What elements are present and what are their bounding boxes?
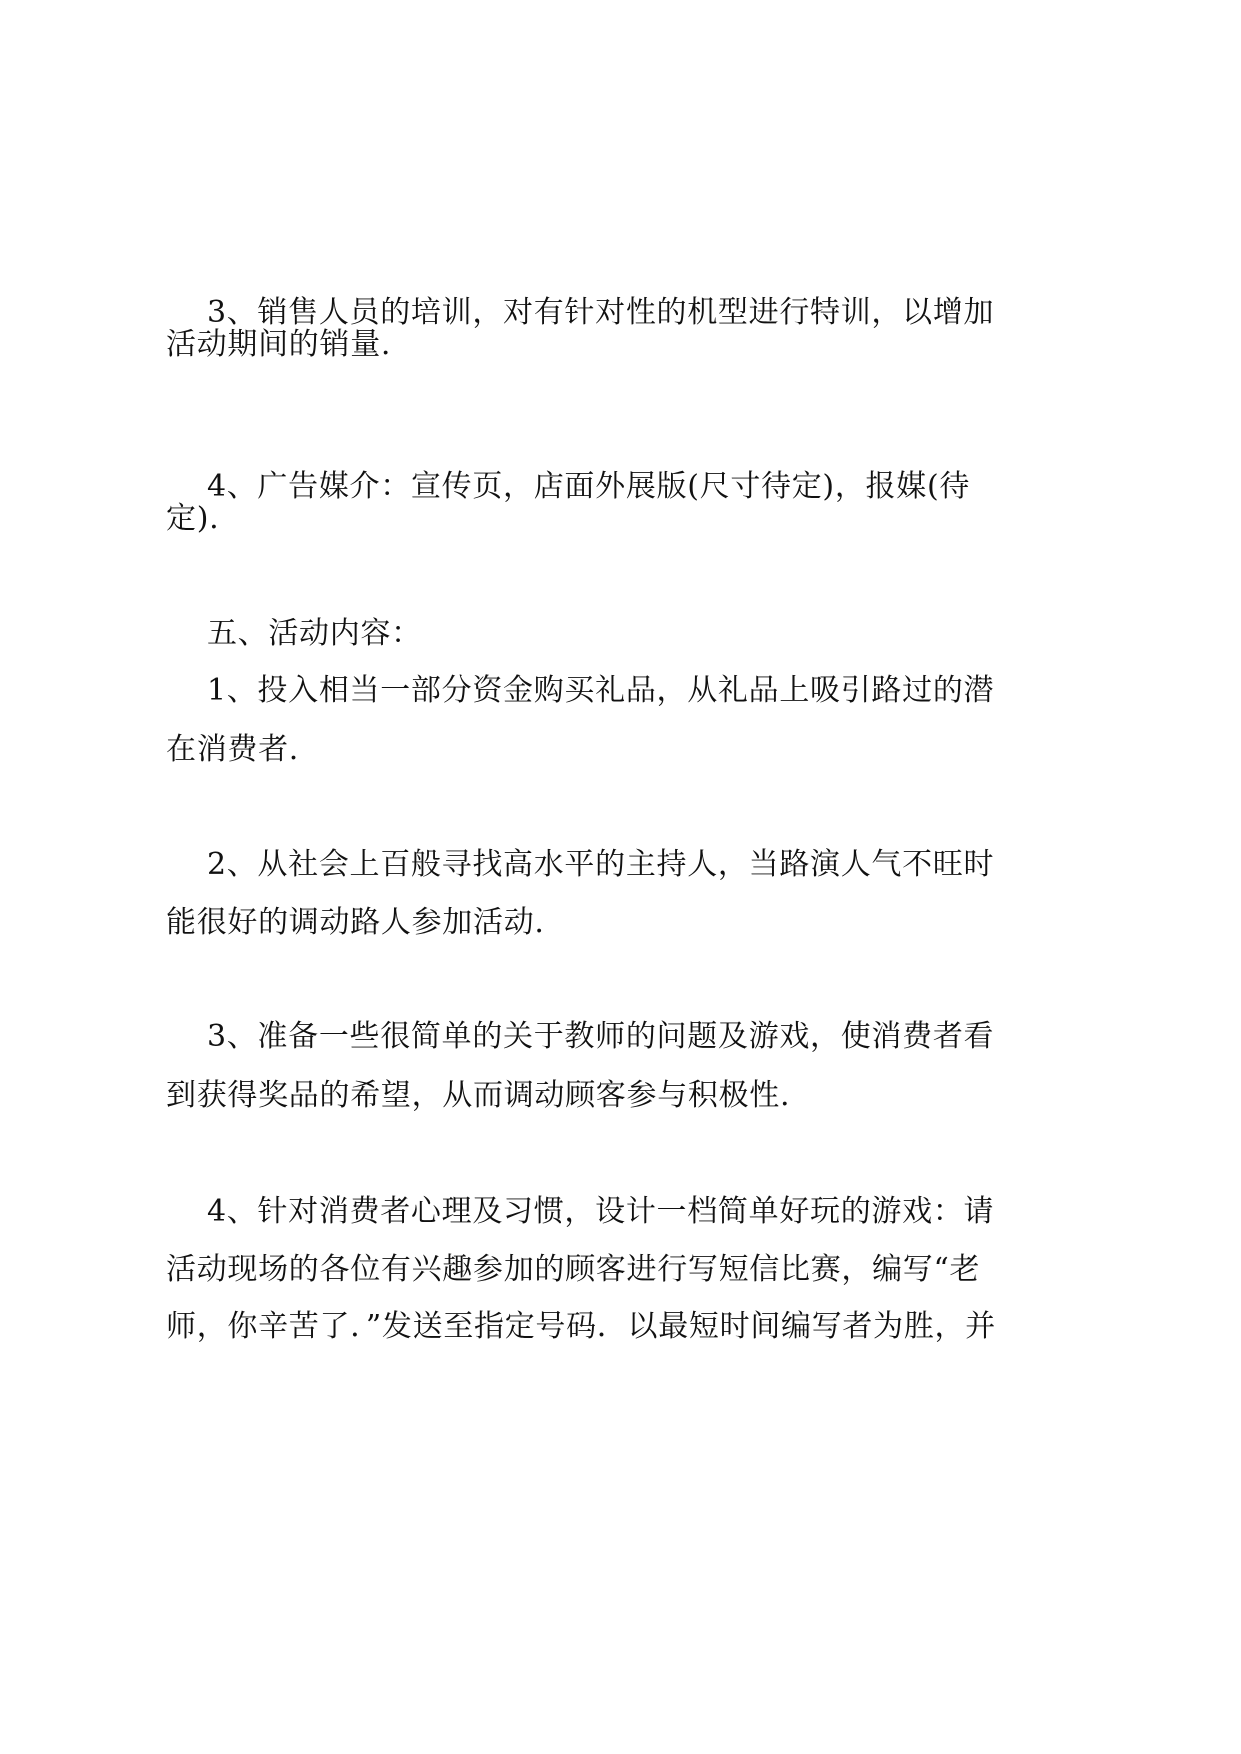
content-item-3-line-1: 3、准备一些很简单的关于教师的问题及游戏，使消费者看 (166, 1019, 995, 1054)
content-item-4-line-2: 活动现场的各位有兴趣参加的顾客进行写短信比赛，编写“老 (166, 1252, 981, 1287)
content-item-2-line-1: 2、从社会上百般寻找高水平的主持人，当路演人气不旺时 (166, 847, 995, 882)
paragraph-3-line-1: 3、销售人员的培训，对有针对性的机型进行特训，以增加 (166, 295, 995, 330)
content-item-4-line-3: 师，你辛苦了．”发送至指定号码．以最短时间编写者为胜，并 (166, 1309, 996, 1344)
content-item-2-line-2: 能很好的调动路人参加活动. (166, 905, 545, 940)
content-item-3-line-2: 到获得奖品的希望，从而调动顾客参与积极性. (166, 1078, 791, 1113)
content-item-1-line-1: 1、投入相当一部分资金购买礼品，从礼品上吸引路过的潜 (166, 673, 995, 708)
paragraph-3-line-2: 活动期间的销量. (166, 327, 392, 362)
paragraph-4-line-1: 4、广告媒介：宣传页，店面外展版(尺寸待定)，报媒(待 (166, 469, 971, 504)
content-item-1-line-2: 在消费者. (166, 732, 300, 767)
content-item-4-line-1: 4、针对消费者心理及习惯，设计一档简单好玩的游戏：请 (166, 1194, 995, 1229)
section-heading: 五、活动内容： (166, 616, 422, 651)
paragraph-4-line-2: 定). (166, 501, 220, 536)
